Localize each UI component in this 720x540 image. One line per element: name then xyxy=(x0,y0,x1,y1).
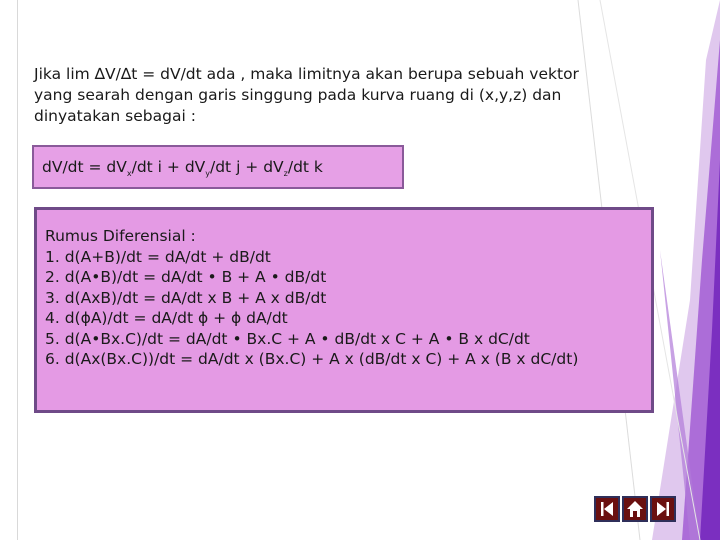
home-icon xyxy=(624,498,646,520)
formula-part: /dt i + dV xyxy=(131,158,206,176)
rule-item: 2. d(A•B)/dt = dA/dt • B + A • dB/dt xyxy=(45,268,327,286)
vector-derivative-formula xyxy=(32,145,404,189)
rule-item: 4. d(ϕA)/dt = dA/dt ϕ + ϕ dA/dt xyxy=(45,309,288,327)
differential-rules-box xyxy=(34,207,654,413)
intro-paragraph xyxy=(34,64,634,127)
rule-item: 6. d(Ax(Bx.C))/dt = dA/dt x (Bx.C) + A x (dB/dt x C) + A x (B x dC/dt) xyxy=(45,350,579,368)
rule-item: 1. d(A+B)/dt = dA/dt + dB/dt xyxy=(45,247,271,266)
intro-line: Jika lim ∆V/∆t = dV/dt ada , maka limitnya akan berupa sebuah vektor xyxy=(34,65,579,83)
rules-title: Rumus Diferensial : xyxy=(45,227,196,245)
last-slide-button[interactable] xyxy=(650,496,676,522)
subscript-y: y xyxy=(205,169,210,179)
rule-item: 3. d(AxB)/dt = dA/dt x B + A x dB/dt xyxy=(45,288,327,307)
subscript-x: x xyxy=(126,169,132,179)
subscript-z: z xyxy=(283,169,288,179)
intro-line: dinyatakan sebagai : xyxy=(34,107,196,125)
intro-line: yang searah dengan garis singgung pada kurva ruang di (x,y,z) dan xyxy=(34,86,562,104)
skip-back-icon xyxy=(596,498,618,520)
first-slide-button[interactable] xyxy=(594,496,620,522)
formula-part: /dt k xyxy=(287,158,323,176)
formula-part: dV/dt = dV xyxy=(42,158,127,176)
skip-forward-icon xyxy=(652,498,674,520)
rule-item: 5. d(A•Bx.C)/dt = dA/dt • Bx.C + A • dB/dt x C + A • B x dC/dt xyxy=(45,329,530,348)
home-button[interactable] xyxy=(622,496,648,522)
formula-part: /dt j + dV xyxy=(210,158,284,176)
